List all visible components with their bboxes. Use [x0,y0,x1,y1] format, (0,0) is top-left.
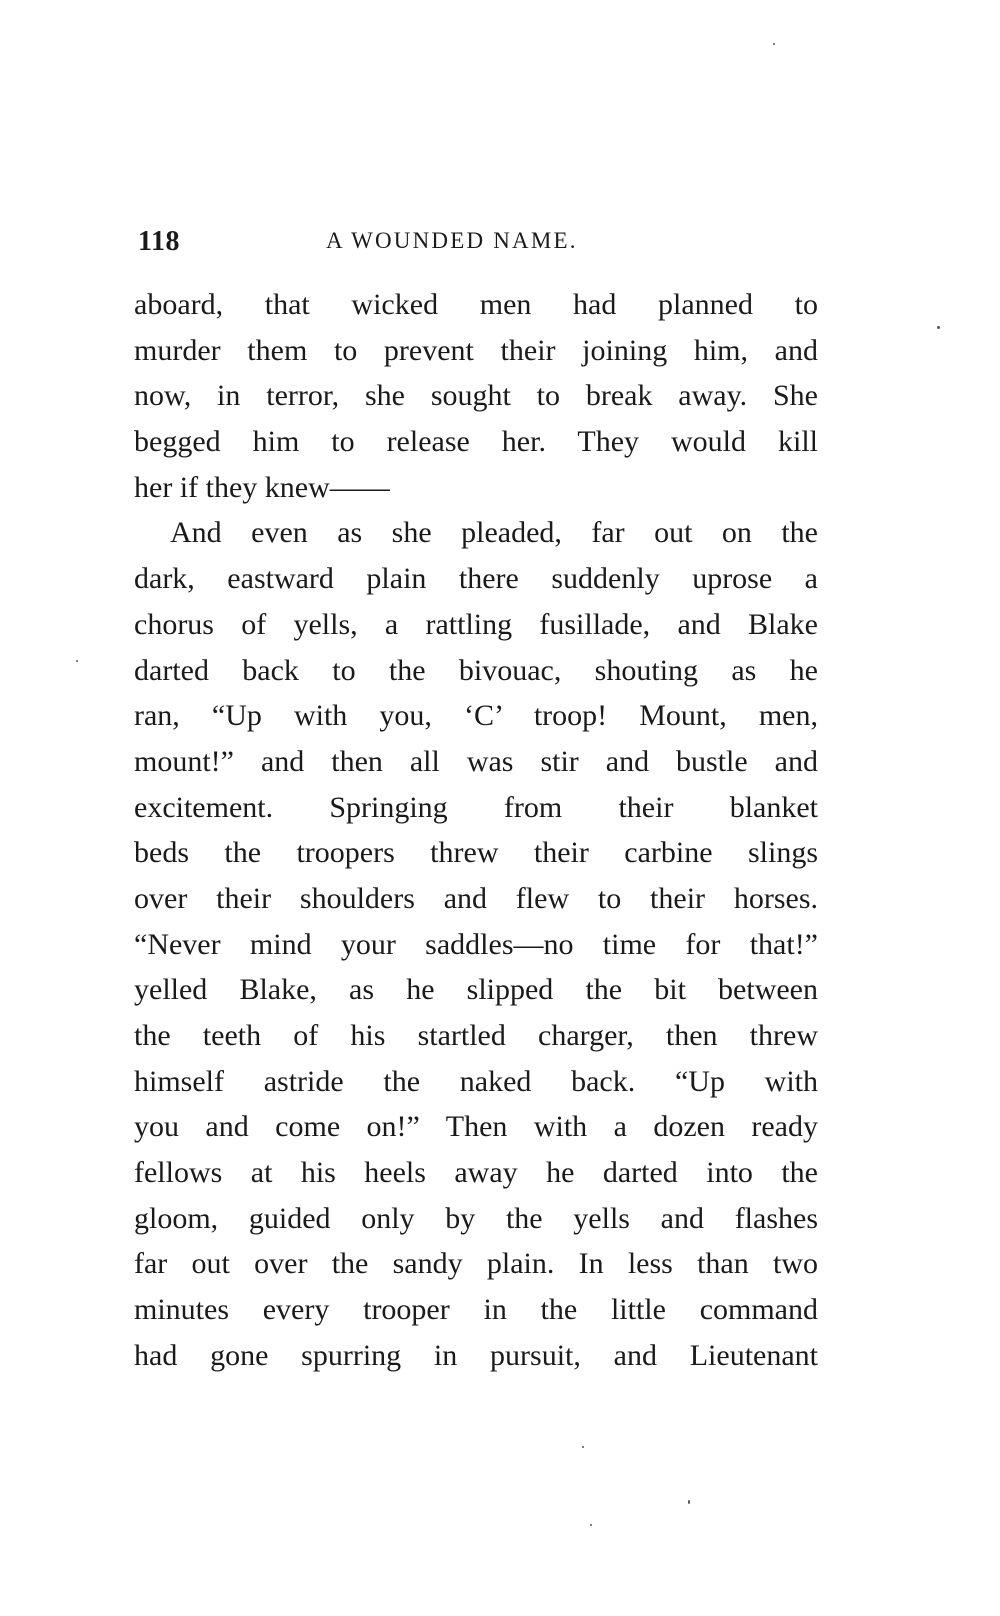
text-line: the teeth of his startled charger, then threw [134,1019,818,1052]
scan-speck [937,326,940,329]
text-line: darted back to the bivouac, shouting as he [134,653,818,687]
body-text [134,282,818,1379]
text-line: excitement. Springing from their blanket [134,790,818,824]
page-number: 118 [138,226,180,257]
text-line: had gone spurring in pursuit, and Lieutenant [134,1338,818,1372]
scan-speck [773,43,775,45]
scan-speck [688,1500,690,1504]
text-line: “Never mind your saddles—no time for that!” [134,927,818,961]
scan-speck [76,660,78,662]
text-line: now, in terror, she sought to break away. She [134,379,818,413]
text-line: her if they knew—— [134,470,390,504]
text-line: murder them to prevent their joining him, and [134,333,818,367]
text-line: ran, “Up with you, ‘C’ troop! Mount, men, [134,699,818,733]
text-line: himself astride the naked back. “Up with [134,1064,818,1098]
running-title: A WOUNDED NAME. [326,228,578,253]
text-line: chorus of yells, a rattling fusillade, and Blake [134,607,818,641]
running-head [138,226,818,266]
text-line: yelled Blake, as he slipped the bit between [134,973,818,1007]
text-line: begged him to release her. They would kill [134,425,818,459]
text-line: dark, eastward plain there suddenly uprose a [134,562,818,596]
text-line: minutes every trooper in the little command [134,1293,818,1327]
text-line: fellows at his heels away he darted into the [134,1156,818,1190]
scan-speck [582,1446,584,1448]
text-line: over their shoulders and flew to their horses. [134,881,818,915]
text-line: beds the troopers threw their carbine slings [134,836,818,870]
paragraph-start-line: And even as she pleaded, far out on the [170,516,818,550]
text-line: mount!” and then all was stir and bustle and [134,744,818,778]
text-line: aboard, that wicked men had planned to [134,288,818,321]
scan-speck [590,1524,592,1526]
text-line: far out over the sandy plain. In less than two [134,1247,818,1281]
text-line: gloom, guided only by the yells and flashes [134,1201,818,1235]
text-line: you and come on!” Then with a dozen ready [134,1110,818,1144]
